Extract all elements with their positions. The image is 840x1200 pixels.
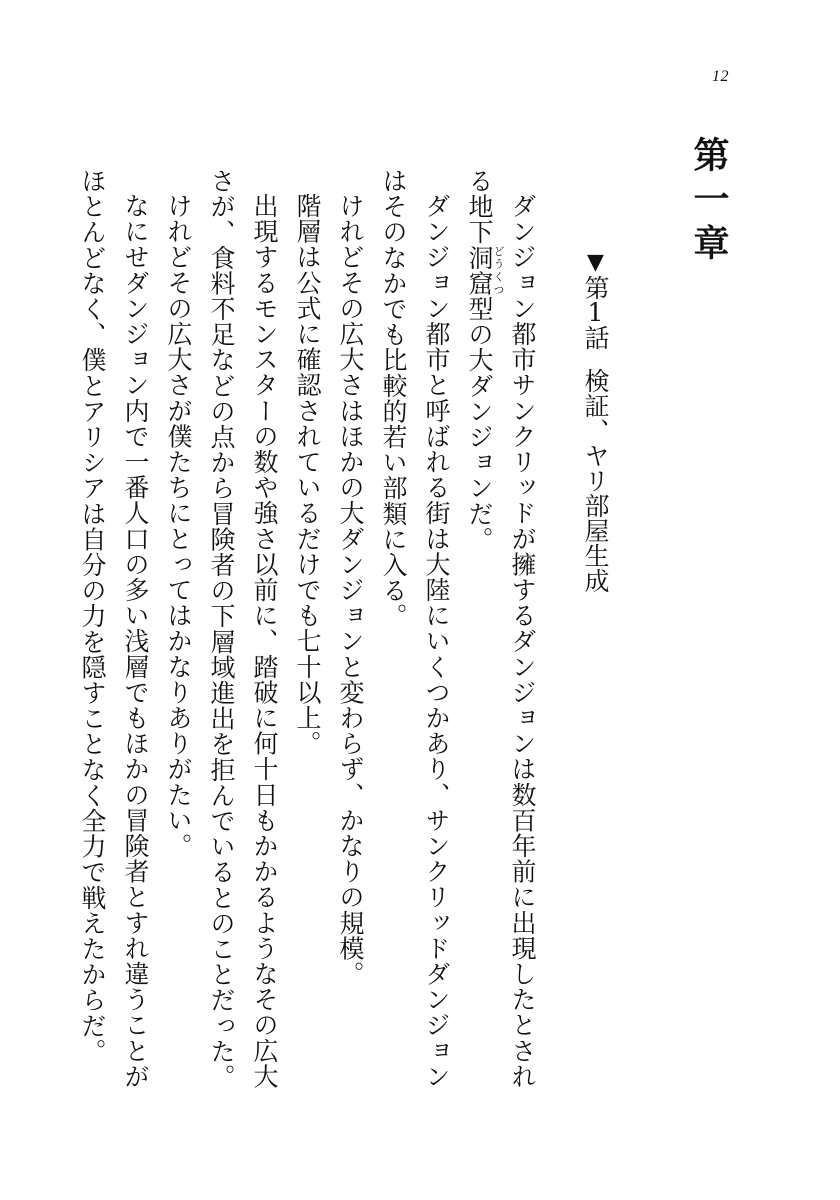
paragraph-1 — [458, 168, 544, 1108]
ruby-base: 洞窟 — [465, 244, 494, 297]
paragraph-2: ダンジョン都市と呼ばれる街は大陸にいくつかあり、サンクリッドダンジョンはそのなかでも比較的若い部類に入る。 — [379, 168, 451, 1089]
episode-heading — [583, 250, 608, 593]
episode-suffix: 話 — [581, 325, 610, 350]
paragraph-4: 階層は公式に確認されているだけでも七十以上。 — [293, 193, 322, 757]
episode-prefix: 第 — [581, 275, 610, 300]
ruby-doukutsu — [465, 244, 505, 297]
episode-number: 1 — [587, 300, 604, 325]
paragraph-6: けれどその広大さが僕たちにとってはかなりありがたい。 — [164, 193, 193, 859]
chapter-title: 第一章 — [688, 136, 729, 268]
paragraph-1-text-a: ダンジョン都市サンクリッドが擁するダンジョンは数百年前に出現したとされる地下 — [465, 168, 537, 1089]
ruby-reading: どうくつ — [492, 244, 505, 296]
paragraph-3: けれどその広大さはほかの大ダンジョンと変わらず、かなりの規模。 — [336, 193, 365, 987]
body-text — [71, 168, 544, 1108]
episode-title: 検証、ヤリ部屋生成 — [581, 368, 610, 593]
paragraph-1-text-b: 型の大ダンジョンだ。 — [465, 296, 494, 553]
triangle-marker-icon: ▼ — [583, 250, 608, 275]
paragraph-5: 出現するモンスターの数や強さ以前に、踏破に何十日もかかるようなその広大さが、食料不足などの点から冒険者の下層域進出を拒んでいるとのことだった。 — [207, 168, 279, 1090]
paragraph-7: なにせダンジョン内で一番人口の多い浅層でもほかの冒険者とすれ違うことがほとんどなく、僕とアリシアは自分の力を隠すことなく全力で戦えたからだ。 — [78, 168, 150, 1089]
page-number: 12 — [712, 68, 729, 85]
